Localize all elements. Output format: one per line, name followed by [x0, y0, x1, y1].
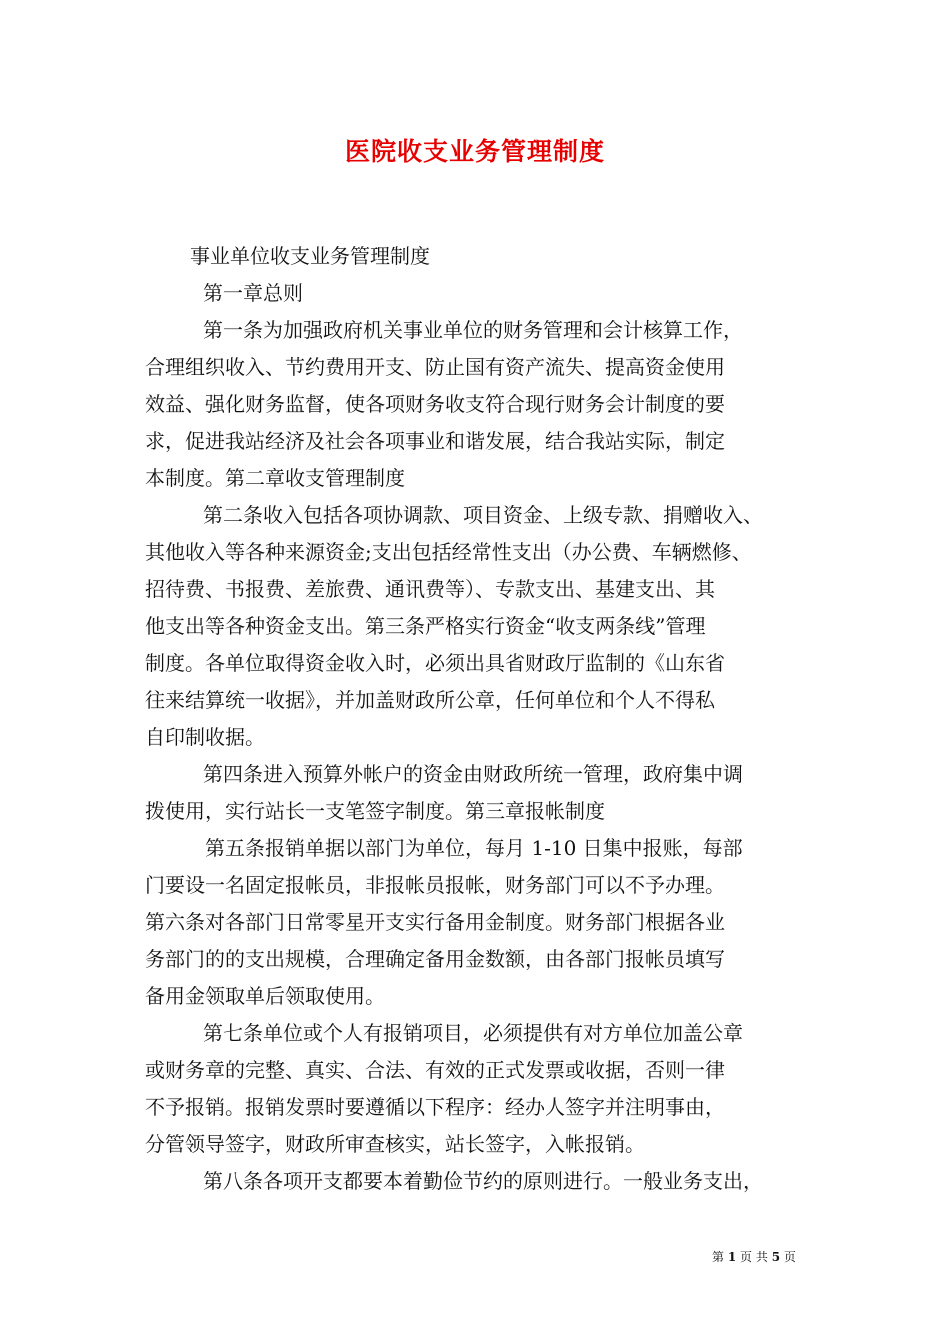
body-line: 拨使用，实行站长一支笔签字制度。第三章报帐制度 [145, 799, 605, 823]
body-line: 第一条为加强政府机关事业单位的财务管理和会计核算工作， [203, 318, 743, 342]
body-line: 效益、强化财务监督，使各项财务收支符合现行财务会计制度的要 [145, 392, 725, 416]
body-line: 第二条收入包括各项协调款、项目资金、上级专款、捐赠收入、 [203, 503, 763, 527]
body-line: 第八条各项开支都要本着勤俭节约的原则进行。一般业务支出， [203, 1169, 763, 1193]
page-footer [712, 1248, 796, 1265]
body-line: 其他收入等各种来源资金;支出包括经常性支出（办公费、车辆燃修、 [145, 540, 752, 564]
body-line: 事业单位收支业务管理制度 [190, 244, 430, 268]
footer-page-number: 1 [727, 1250, 737, 1264]
body-line: 自印制收据。 [145, 725, 265, 749]
footer-total-pages: 5 [771, 1250, 781, 1264]
body-line: 分管领导签字，财政所审查核实，站长签字，入帐报销。 [145, 1132, 645, 1156]
body-line: 他支出等各种资金支出。第三条严格实行资金“收支两条线”管理 [145, 614, 706, 638]
body-line: 合理组织收入、节约费用开支、防止国有资产流失、提高资金使用 [145, 355, 725, 379]
body-line: 本制度。第二章收支管理制度 [145, 466, 405, 490]
body-line: 门要设一名固定报帐员，非报帐员报帐，财务部门可以不予办理。 [145, 873, 725, 897]
body-line: 第四条进入预算外帐户的资金由财政所统一管理，政府集中调 [203, 762, 743, 786]
body-line: 第七条单位或个人有报销项目，必须提供有对方单位加盖公章 [203, 1021, 743, 1045]
body-line: 制度。各单位取得资金收入时，必须出具省财政厅监制的《山东省 [145, 651, 725, 675]
body-line: 不予报销。报销发票时要遵循以下程序：经办人签字并注明事由， [145, 1095, 725, 1119]
footer-mid: 页 共 [740, 1250, 768, 1264]
body-line: 或财务章的完整、真实、合法、有效的正式发票或收据，否则一律 [145, 1058, 725, 1082]
document-title: 医院收支业务管理制度 [344, 137, 605, 166]
body-line: 第六条对各部门日常零星开支实行备用金制度。财务部门根据各业 [145, 910, 725, 934]
body-line: 招待费、书报费、差旅费、通讯费等）、专款支出、基建支出、其 [145, 577, 715, 601]
document-body [145, 238, 825, 1200]
body-line: 第五条报销单据以部门为单位，每月 1-10 日集中报账，每部 [205, 836, 743, 860]
body-line: 备用金领取单后领取使用。 [145, 984, 385, 1008]
body-line: 求，促进我站经济及社会各项事业和谐发展，结合我站实际，制定 [145, 429, 725, 453]
footer-suffix: 页 [783, 1250, 796, 1264]
body-line: 第一章总则 [203, 281, 303, 305]
footer-prefix: 第 [712, 1250, 725, 1264]
body-line: 往来结算统一收据》，并加盖财政所公章，任何单位和个人不得私 [145, 688, 715, 712]
body-line: 务部门的的支出规模，合理确定备用金数额，由各部门报帐员填写 [145, 947, 725, 971]
